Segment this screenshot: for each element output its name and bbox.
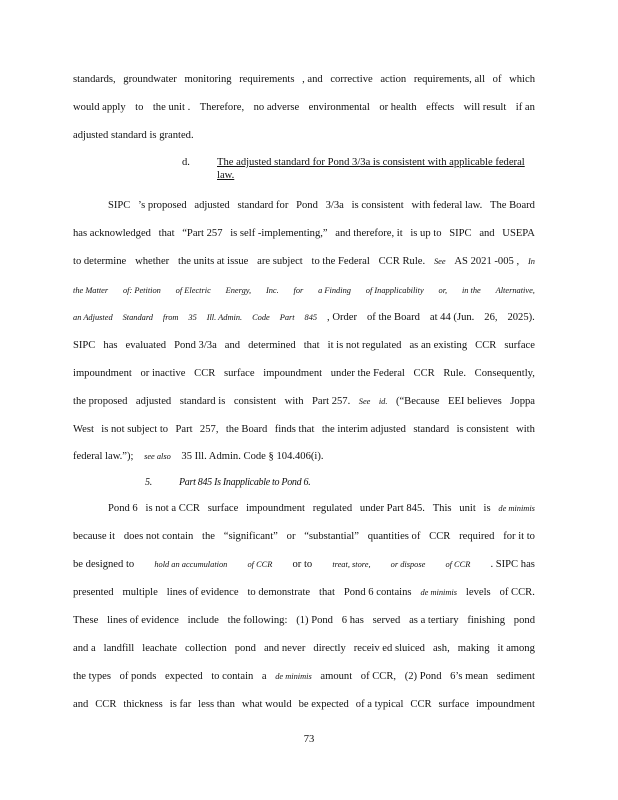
word: multiple bbox=[122, 587, 158, 598]
word: it is not regulated bbox=[327, 340, 402, 351]
word: does not contain bbox=[123, 531, 194, 542]
case-word: of: Petition bbox=[122, 286, 161, 295]
word: of ponds bbox=[119, 671, 157, 682]
word: Pond bbox=[296, 200, 318, 211]
word: . SIPC has bbox=[490, 559, 535, 570]
word: whether bbox=[135, 256, 170, 267]
paragraph-3-line-3 bbox=[73, 558, 535, 571]
word: no adverse bbox=[253, 102, 300, 113]
word: pond bbox=[234, 643, 256, 654]
paragraph-2-line-7 bbox=[73, 367, 535, 380]
paragraph-3-line-5 bbox=[73, 614, 535, 627]
word: amount bbox=[320, 671, 353, 682]
word: are subject bbox=[257, 256, 303, 267]
word: evaluated bbox=[125, 340, 167, 351]
word: which bbox=[509, 74, 535, 85]
word: and bbox=[479, 228, 495, 239]
case-word: Part bbox=[279, 313, 295, 322]
word: The Board bbox=[489, 200, 535, 211]
word: SIPC bbox=[449, 228, 472, 239]
word: required bbox=[459, 531, 495, 542]
word: 6’s mean bbox=[450, 671, 489, 682]
word: less than bbox=[198, 699, 235, 710]
word: , and bbox=[302, 74, 323, 85]
case-word: from bbox=[162, 313, 179, 322]
word: the interim adjusted bbox=[321, 424, 406, 435]
paragraph-3-line-6 bbox=[73, 642, 535, 655]
word: and therefore, it bbox=[335, 228, 403, 239]
word: the Board bbox=[225, 424, 268, 435]
word: corrective bbox=[330, 74, 373, 85]
word: to determine bbox=[73, 256, 127, 267]
case-word: in the bbox=[461, 286, 481, 295]
word: a bbox=[261, 671, 267, 682]
word: surface bbox=[504, 340, 535, 351]
word: These bbox=[73, 615, 99, 626]
case-word: of Electric bbox=[175, 286, 211, 295]
word: the following: bbox=[227, 615, 288, 626]
word: surface bbox=[224, 368, 255, 379]
word: is bbox=[483, 503, 491, 514]
word: or bbox=[286, 531, 296, 542]
paragraph-2-line-9 bbox=[73, 423, 535, 436]
word: Rule. bbox=[443, 368, 467, 379]
word: pond bbox=[513, 615, 535, 626]
word: landfill bbox=[103, 643, 135, 654]
word: is up to bbox=[410, 228, 442, 239]
word: USEPA bbox=[502, 228, 535, 239]
word: 257, bbox=[199, 424, 219, 435]
word: 3/3a bbox=[325, 200, 344, 211]
paragraph-2-line-8 bbox=[73, 395, 535, 408]
word: or inactive bbox=[140, 368, 186, 379]
word: consistent bbox=[233, 396, 277, 407]
word: of CCR. bbox=[499, 587, 535, 598]
paragraph-2-line-5 bbox=[73, 311, 535, 324]
paragraph-1-line-1 bbox=[73, 73, 535, 86]
heading-text: Part 845 Is Inapplicable to Pond 6. bbox=[179, 477, 311, 488]
paragraph-2-line-2 bbox=[73, 227, 535, 240]
citation: AS 2021 -005 , bbox=[454, 256, 520, 267]
word: has acknowledged bbox=[73, 228, 151, 239]
case-word: Code bbox=[252, 313, 270, 322]
word: with bbox=[284, 396, 304, 407]
case-word: Energy, bbox=[225, 286, 252, 295]
word: with bbox=[516, 424, 535, 435]
word: Pond 6 contains bbox=[343, 587, 412, 598]
word: under the Federal bbox=[330, 368, 405, 379]
word: thickness bbox=[123, 699, 163, 710]
latin-term: de minimis bbox=[498, 504, 535, 513]
case-word: Alternative, bbox=[495, 286, 535, 295]
case-word: the Matter bbox=[73, 286, 109, 295]
case-word: 35 bbox=[188, 313, 197, 322]
word: that bbox=[158, 228, 175, 239]
word: adjusted bbox=[135, 396, 172, 407]
page-number: 73 bbox=[303, 734, 315, 745]
word: surface bbox=[438, 699, 470, 710]
quoted-term: treat, store, bbox=[332, 560, 371, 569]
word: requirements bbox=[239, 74, 295, 85]
word: impoundment bbox=[73, 368, 132, 379]
word: monitoring bbox=[184, 74, 232, 85]
word: directly bbox=[313, 643, 346, 654]
citation-signal: See bbox=[433, 257, 446, 266]
case-word: an Adjusted bbox=[73, 313, 113, 322]
heading-number: 5. bbox=[145, 477, 152, 488]
word: lines of evidence bbox=[166, 587, 239, 598]
word: Joppa bbox=[510, 396, 535, 407]
word: determined bbox=[248, 340, 296, 351]
word: and a bbox=[73, 643, 96, 654]
word: and never bbox=[263, 643, 306, 654]
word: CCR bbox=[410, 699, 432, 710]
latin-term: de minimis bbox=[420, 588, 457, 597]
citation-id: id. bbox=[378, 397, 388, 406]
case-word: Ill. Admin. bbox=[206, 313, 243, 322]
word: finds that bbox=[274, 424, 315, 435]
word: lines of evidence bbox=[107, 615, 179, 626]
word: expected bbox=[164, 671, 203, 682]
paragraph-2-line-10 bbox=[73, 450, 535, 463]
heading-text: The adjusted standard for Pond 3/3a is consistent with applicable federal law. bbox=[217, 157, 525, 181]
case-word: for bbox=[293, 286, 304, 295]
word: surface bbox=[207, 503, 239, 514]
word: it among bbox=[497, 643, 535, 654]
word: that bbox=[319, 587, 335, 598]
word: 26, bbox=[484, 312, 498, 323]
word: be expected bbox=[298, 699, 349, 710]
word: regulated bbox=[312, 503, 353, 514]
word: the bbox=[202, 531, 215, 542]
word: This bbox=[432, 503, 452, 514]
case-word: Inc. bbox=[265, 286, 279, 295]
word: impoundment bbox=[476, 699, 535, 710]
word: SIPC bbox=[108, 200, 131, 211]
word: the types bbox=[73, 671, 111, 682]
word: SIPC bbox=[73, 340, 96, 351]
word: CCR bbox=[194, 368, 216, 379]
word: will result bbox=[463, 102, 507, 113]
case-name: In bbox=[527, 257, 535, 266]
word: levels bbox=[465, 587, 491, 598]
word: effects bbox=[426, 102, 455, 113]
word: is not subject to bbox=[101, 424, 169, 435]
word: or health bbox=[379, 102, 417, 113]
word: Pond 3/3a bbox=[174, 340, 217, 351]
word: presented bbox=[73, 587, 114, 598]
word: Part 257. bbox=[312, 396, 351, 407]
word: Pond 6 bbox=[108, 503, 138, 514]
paragraph-3-line-7 bbox=[73, 670, 535, 683]
quoted-term: of CCR bbox=[445, 560, 471, 569]
citation-signal: See bbox=[358, 397, 371, 406]
word: environmental bbox=[308, 102, 370, 113]
heading-number: d. bbox=[182, 157, 190, 168]
word: is not a CCR bbox=[145, 503, 200, 514]
word: of CCR, bbox=[360, 671, 397, 682]
word: (“Because bbox=[395, 396, 440, 407]
case-word: 845 bbox=[304, 313, 318, 322]
word: ’s proposed bbox=[138, 200, 187, 211]
word: at 44 (Jun. bbox=[429, 312, 475, 323]
word: to bbox=[135, 102, 144, 113]
word: would apply bbox=[73, 102, 126, 113]
word: leachate bbox=[142, 643, 177, 654]
word: “substantial” bbox=[304, 531, 359, 542]
word: CCR Rule. bbox=[378, 256, 426, 267]
word: to contain bbox=[211, 671, 254, 682]
paragraph-3-line-8 bbox=[73, 698, 535, 711]
word: CCR bbox=[95, 699, 117, 710]
word: include bbox=[187, 615, 219, 626]
word: “significant” bbox=[223, 531, 278, 542]
word: for it to bbox=[503, 531, 535, 542]
word: Consequently, bbox=[474, 368, 535, 379]
word: served bbox=[372, 615, 401, 626]
word: standard is bbox=[179, 396, 226, 407]
paragraph-3-line-4 bbox=[73, 586, 535, 599]
word: federal law.”); bbox=[73, 451, 134, 462]
word: is far bbox=[169, 699, 192, 710]
word: CCR bbox=[429, 531, 451, 542]
word: 2025). bbox=[507, 312, 535, 323]
word: EEI believes bbox=[447, 396, 502, 407]
word: has bbox=[103, 340, 118, 351]
word: CCR bbox=[475, 340, 497, 351]
word: or to bbox=[292, 559, 313, 570]
quoted-term: hold an accumulation bbox=[154, 560, 228, 569]
paragraph-3-line-1 bbox=[108, 502, 535, 515]
word: of the Board bbox=[366, 312, 420, 323]
word: (2) Pond bbox=[404, 671, 442, 682]
word: sediment bbox=[496, 671, 535, 682]
word: and bbox=[224, 340, 241, 351]
word: is self -implementing,” bbox=[230, 228, 328, 239]
paragraph-2-line-4 bbox=[73, 284, 535, 297]
case-word: Standard bbox=[122, 313, 153, 322]
paragraph-1-line-2 bbox=[73, 101, 535, 114]
word: groundwater bbox=[123, 74, 177, 85]
word: CCR bbox=[413, 368, 435, 379]
case-word: of Inapplicability bbox=[365, 286, 424, 295]
word: ash, bbox=[432, 643, 450, 654]
word: be designed to bbox=[73, 559, 135, 570]
paragraph-2-line-1 bbox=[108, 199, 535, 212]
paragraph-2-line-3 bbox=[73, 255, 535, 268]
word: unit bbox=[459, 503, 476, 514]
word: and bbox=[73, 699, 89, 710]
word: impoundment bbox=[263, 368, 323, 379]
word: of bbox=[492, 74, 502, 85]
word: is consistent bbox=[351, 200, 404, 211]
word: as a tertiary bbox=[409, 615, 459, 626]
word: to demonstrate bbox=[247, 587, 311, 598]
word: the units at issue bbox=[178, 256, 249, 267]
word: what would bbox=[241, 699, 292, 710]
word: finishing bbox=[467, 615, 505, 626]
word: collection bbox=[184, 643, 227, 654]
paragraph-1-line-3: adjusted standard is granted. bbox=[73, 130, 194, 141]
word: if an bbox=[515, 102, 535, 113]
word: quantities of bbox=[367, 531, 421, 542]
quoted-term: or dispose bbox=[390, 560, 426, 569]
word: impoundment bbox=[246, 503, 305, 514]
word: standard bbox=[413, 424, 450, 435]
word: , Order bbox=[327, 312, 358, 323]
word: “Part 257 bbox=[182, 228, 223, 239]
word: West bbox=[73, 424, 94, 435]
word: Part bbox=[175, 424, 193, 435]
word: making bbox=[457, 643, 490, 654]
word: action bbox=[380, 74, 407, 85]
word: the proposed bbox=[73, 396, 128, 407]
word: requirements, all bbox=[413, 74, 486, 85]
word: because it bbox=[73, 531, 116, 542]
word: (1) Pond bbox=[296, 615, 333, 626]
word: 6 has bbox=[341, 615, 364, 626]
word: to the Federal bbox=[311, 256, 370, 267]
word: that bbox=[303, 340, 320, 351]
word: adjusted bbox=[194, 200, 230, 211]
word: Therefore, bbox=[199, 102, 245, 113]
word: as an existing bbox=[409, 340, 468, 351]
paragraph-3-line-2 bbox=[73, 530, 535, 543]
word: is consistent bbox=[456, 424, 509, 435]
word: under Part 845. bbox=[359, 503, 425, 514]
latin-term: de minimis bbox=[275, 672, 312, 681]
word: the unit . bbox=[152, 102, 191, 113]
paragraph-2-line-6 bbox=[73, 339, 535, 352]
word: standards, bbox=[73, 74, 116, 85]
citation-signal: see also bbox=[144, 452, 171, 461]
quoted-term: of CCR bbox=[247, 560, 273, 569]
word: with federal law. bbox=[411, 200, 483, 211]
word: standard for bbox=[237, 200, 289, 211]
word: of a typical bbox=[355, 699, 404, 710]
case-word: a Finding bbox=[318, 286, 351, 295]
word: receiv ed sluiced bbox=[353, 643, 425, 654]
case-word: or, bbox=[438, 286, 448, 295]
citation: 35 Ill. Admin. Code § 104.406(i). bbox=[181, 451, 324, 462]
